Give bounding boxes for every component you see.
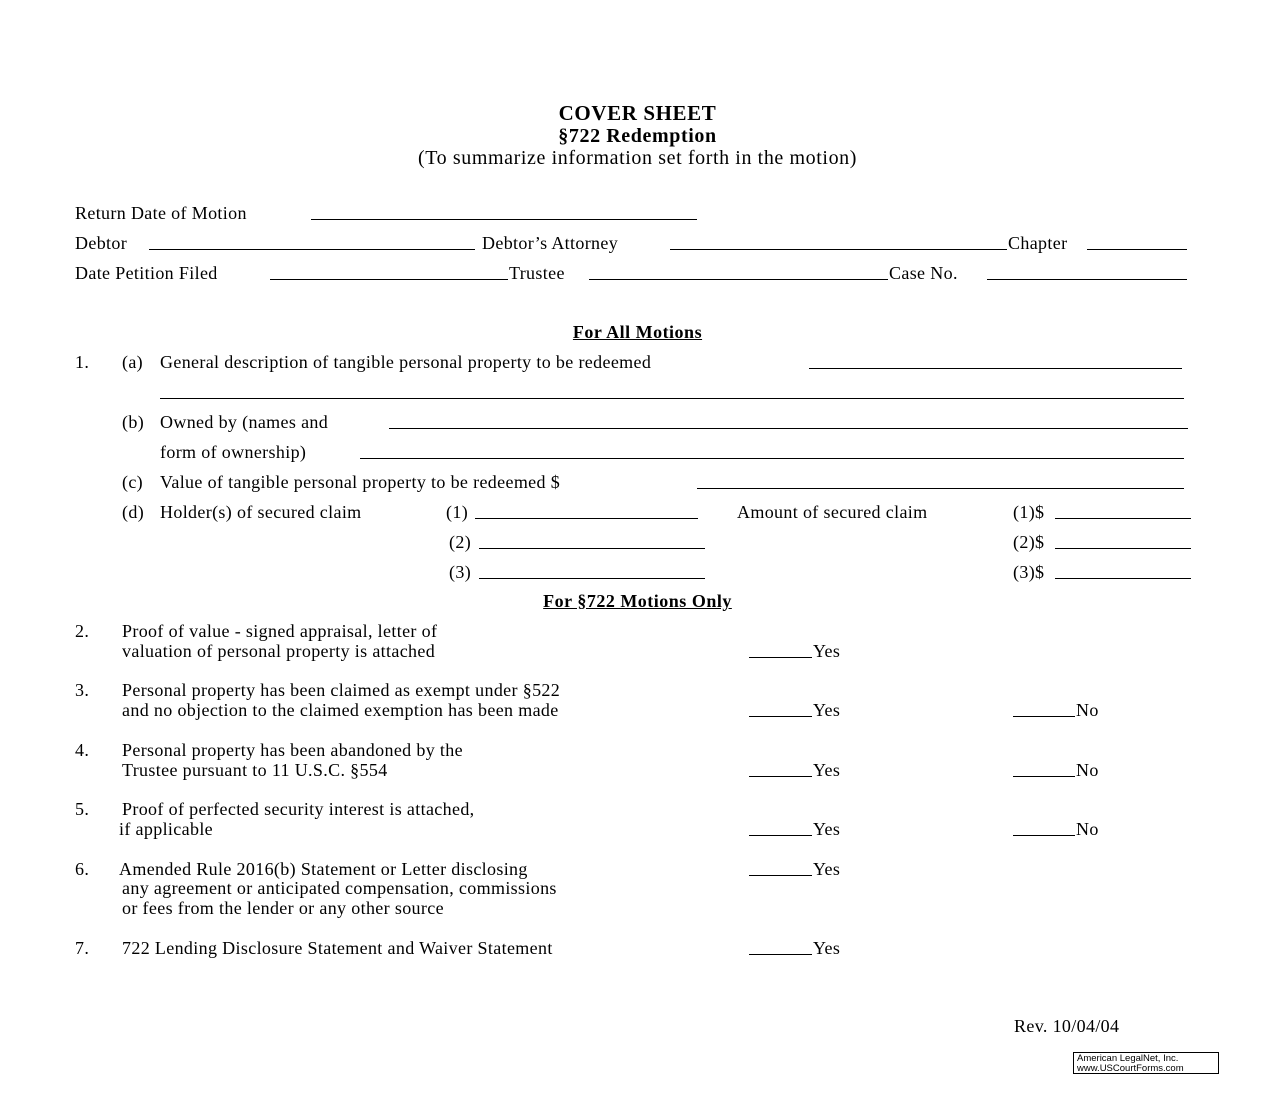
item-text: Proof of value - signed appraisal, letter of: [122, 621, 438, 641]
publisher-site: www.USCourtForms.com: [1077, 1063, 1184, 1074]
property-value-field[interactable]: [697, 488, 1184, 489]
no-checkbox[interactable]: [1013, 776, 1075, 777]
item-number: 5.: [75, 799, 90, 819]
item-number: 1.: [75, 352, 90, 372]
amount-field[interactable]: [1055, 548, 1191, 549]
page-note: (To summarize information set forth in the motion): [417, 147, 858, 169]
chapter-field[interactable]: [1087, 249, 1187, 250]
amount-number: (1)$: [1013, 502, 1045, 522]
chapter-label: Chapter: [1008, 233, 1068, 253]
page-subtitle: §722 Redemption: [558, 125, 717, 147]
item-text: Personal property has been abandoned by the: [122, 740, 463, 760]
no-checkbox[interactable]: [1013, 835, 1075, 836]
item-number: 6.: [75, 859, 90, 879]
item-text: Trustee pursuant to 11 U.S.C. §554: [122, 760, 388, 780]
item-letter: (d): [122, 502, 145, 522]
case-no-field[interactable]: [987, 279, 1187, 280]
date-petition-filed-label: Date Petition Filed: [75, 263, 218, 283]
page-title: COVER SHEET: [558, 101, 717, 125]
publisher-name: American LegalNet, Inc.: [1077, 1053, 1179, 1064]
trustee-field[interactable]: [589, 279, 888, 280]
return-date-field[interactable]: [311, 219, 697, 220]
yes-label: Yes: [813, 859, 841, 879]
trustee-label: Trustee: [509, 263, 565, 283]
yes-checkbox[interactable]: [749, 875, 812, 876]
item-text: Amended Rule 2016(b) Statement or Letter disclosing: [119, 859, 528, 879]
debtor-label: Debtor: [75, 233, 128, 253]
holder-field[interactable]: [479, 578, 705, 579]
no-label: No: [1076, 700, 1099, 720]
item-text: 722 Lending Disclosure Statement and Waiver Statement: [122, 938, 553, 958]
debtor-field[interactable]: [149, 249, 475, 250]
yes-label: Yes: [813, 700, 841, 720]
no-label: No: [1076, 760, 1099, 780]
item-letter: (b): [122, 412, 145, 432]
yes-label: Yes: [813, 641, 841, 661]
item-letter: (c): [122, 472, 144, 492]
item-text: Proof of perfected security interest is attached,: [122, 799, 475, 819]
holder-field[interactable]: [479, 548, 705, 549]
item-number: 4.: [75, 740, 90, 760]
yes-checkbox[interactable]: [749, 835, 812, 836]
form-of-ownership-label: form of ownership): [160, 442, 307, 462]
revision-date: Rev. 10/04/04: [1014, 1016, 1120, 1036]
all-motions-heading: For All Motions: [572, 322, 703, 342]
holder-field[interactable]: [475, 518, 698, 519]
owned-by-label: Owned by (names and: [160, 412, 329, 432]
motions-722-heading: For §722 Motions Only: [543, 591, 732, 611]
yes-label: Yes: [813, 760, 841, 780]
item-number: 2.: [75, 621, 90, 641]
debtors-attorney-field[interactable]: [670, 249, 1007, 250]
item-text: and no objection to the claimed exemption has been made: [122, 700, 559, 720]
secured-claim-amount-label: Amount of secured claim: [737, 502, 928, 522]
holder-number: (3): [449, 562, 472, 582]
holder-number: (2): [449, 532, 472, 552]
yes-label: Yes: [813, 819, 841, 839]
amount-field[interactable]: [1055, 518, 1191, 519]
no-checkbox[interactable]: [1013, 716, 1075, 717]
yes-label: Yes: [813, 938, 841, 958]
holder-number: (1): [446, 502, 469, 522]
yes-checkbox[interactable]: [749, 716, 812, 717]
publisher-badge: [1073, 1052, 1219, 1074]
yes-checkbox[interactable]: [749, 657, 812, 658]
return-date-label: Return Date of Motion: [75, 203, 247, 223]
case-no-label: Case No.: [889, 263, 958, 283]
date-petition-filed-field[interactable]: [270, 279, 508, 280]
item-text: valuation of personal property is attached: [122, 641, 436, 661]
item-letter: (a): [122, 352, 144, 372]
secured-claim-holders-label: Holder(s) of secured claim: [160, 502, 362, 522]
item-text: any agreement or anticipated compensation, commissions: [122, 878, 557, 898]
no-label: No: [1076, 819, 1099, 839]
debtors-attorney-label: Debtor’s Attorney: [482, 233, 619, 253]
property-description-label: General description of tangible personal property to be redeemed: [160, 352, 652, 372]
item-text: or fees from the lender or any other source: [122, 898, 444, 918]
item-text: if applicable: [119, 819, 214, 839]
yes-checkbox[interactable]: [749, 776, 812, 777]
property-description-field[interactable]: [809, 368, 1182, 369]
item-number: 3.: [75, 680, 90, 700]
property-description-field-continued[interactable]: [160, 398, 1184, 399]
item-number: 7.: [75, 938, 90, 958]
amount-number: (3)$: [1013, 562, 1045, 582]
amount-field[interactable]: [1055, 578, 1191, 579]
form-of-ownership-field[interactable]: [360, 458, 1184, 459]
owned-by-field[interactable]: [389, 428, 1188, 429]
item-text: Personal property has been claimed as exempt under §522: [122, 680, 561, 700]
amount-number: (2)$: [1013, 532, 1045, 552]
property-value-label: Value of tangible personal property to be redeemed $: [160, 472, 561, 492]
yes-checkbox[interactable]: [749, 954, 812, 955]
